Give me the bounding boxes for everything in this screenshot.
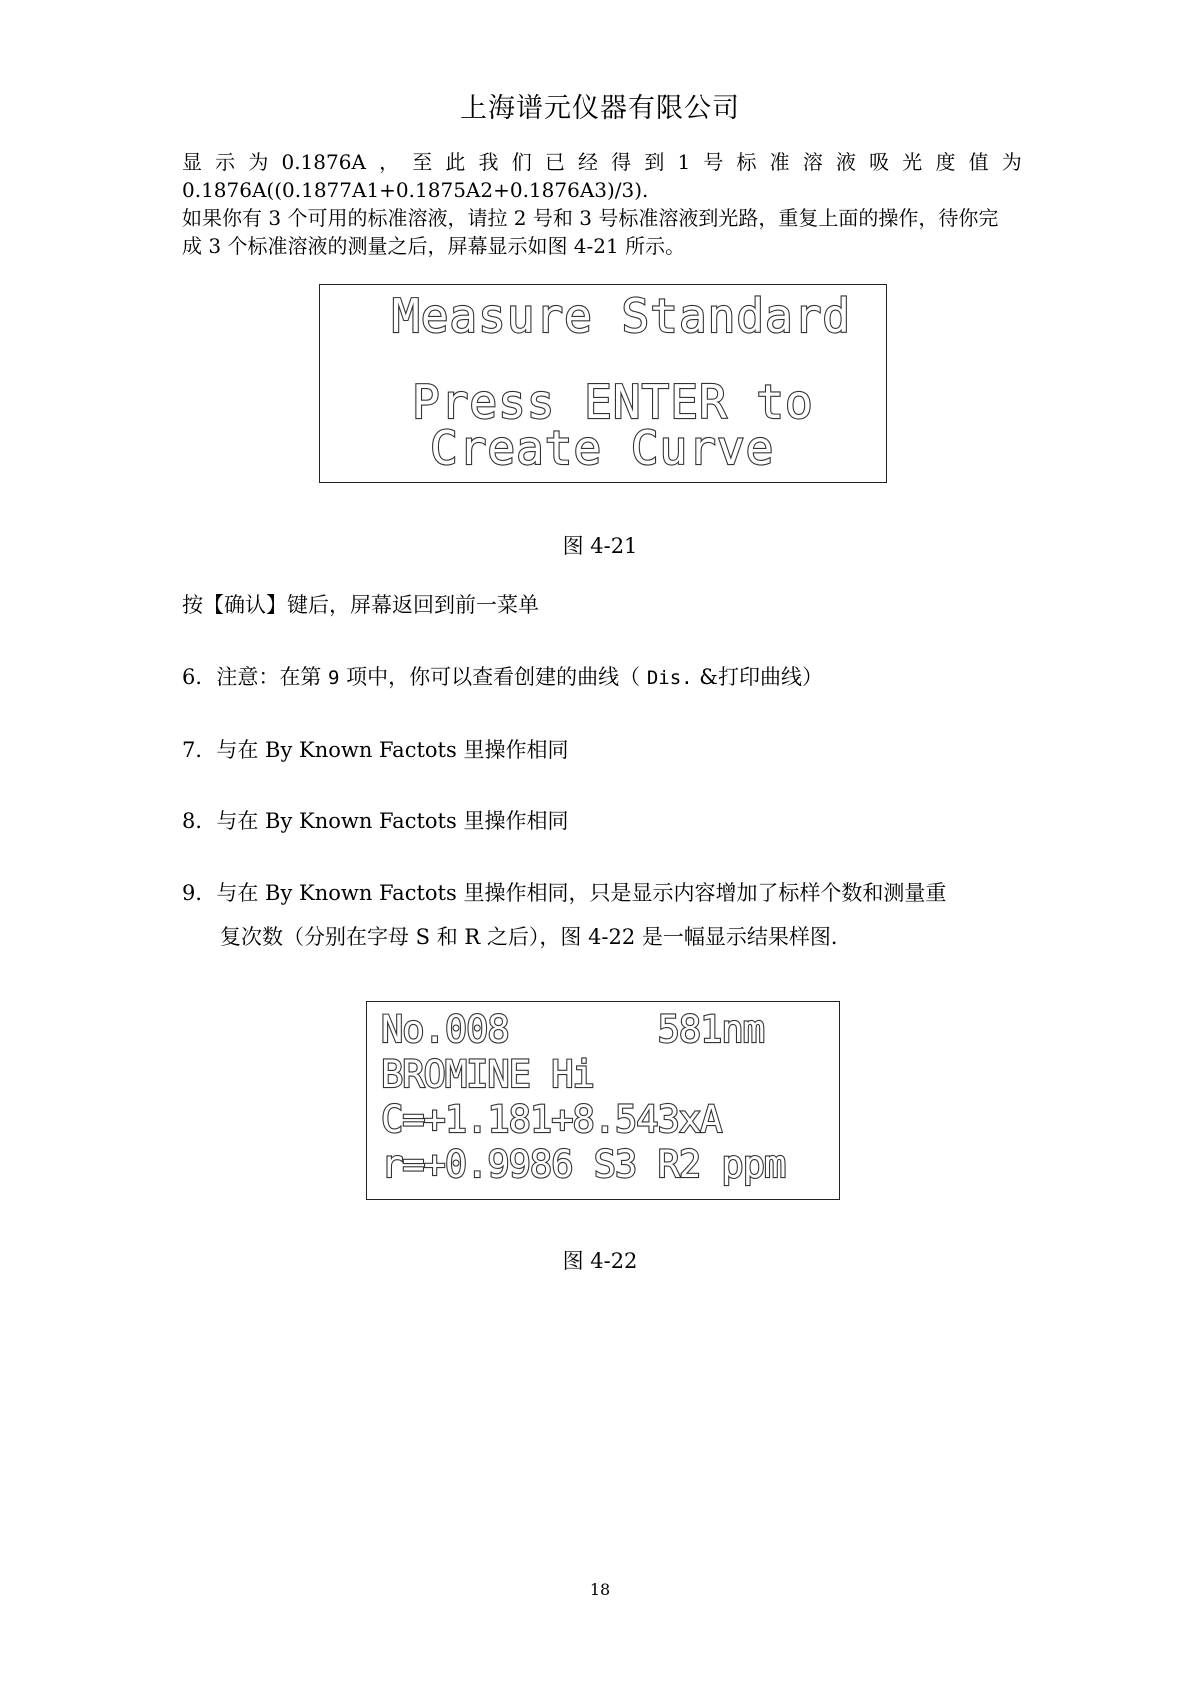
- intro-line-1-token: 们: [511, 150, 532, 174]
- step-6-mid: 项中，你可以查看创建的曲线（: [339, 665, 647, 689]
- intro-line-1-token: 度: [935, 150, 956, 174]
- step-8: 8．与在 By Known Factots 里操作相同: [182, 809, 569, 833]
- intro-line-1-token: 为: [1001, 150, 1022, 174]
- step-6-number: 9: [328, 667, 340, 689]
- step-6-code: Dis.: [646, 667, 693, 689]
- step-6-suffix: &打印曲线）: [692, 665, 823, 689]
- intro-line-1-token: 值: [968, 150, 989, 174]
- intro-line-1: [182, 148, 1022, 176]
- figure-caption-4-21: 图 4-21: [562, 534, 638, 558]
- step-6-prefix: 6．注意：在第: [182, 665, 329, 689]
- page-header-company: 上海谱元仪器有限公司: [460, 93, 740, 124]
- intro-line-1-token: 光: [902, 150, 923, 174]
- lcd-line-4: Create Curve: [430, 421, 775, 475]
- step-9-line-1: 9．与在 By Known Factots 里操作相同，只是显示内容增加了标样个数和测量重: [182, 881, 947, 905]
- intro-line-1-token: 示: [215, 150, 236, 174]
- intro-line-1-token: 溶: [802, 150, 823, 174]
- step-7: 7．与在 By Known Factots 里操作相同: [182, 738, 569, 762]
- intro-line-4: 成 3 个标准溶液的测量之后，屏幕显示如图 4-21 所示。: [182, 234, 686, 258]
- page-number: 18: [589, 1580, 611, 1599]
- intro-line-1-token: 号: [703, 150, 724, 174]
- intro-line-1-token: 此: [445, 150, 466, 174]
- intro-line-1-token: 0.1876A: [281, 150, 366, 174]
- intro-line-2: 0.1876A((0.1877A1+0.1875A2+0.1876A3)/3).: [182, 178, 649, 202]
- lcd-line-2: BROMINE Hi: [381, 1053, 594, 1096]
- intro-line-1-token: 已: [544, 150, 565, 174]
- step-9-line-2: 复次数（分别在字母 S 和 R 之后），图 4-22 是一幅显示结果样图．: [220, 925, 852, 949]
- lcd-line-1: No.008 581nm: [381, 1008, 764, 1051]
- intro-line-1-token: 标: [736, 150, 757, 174]
- intro-line-1-token: 为: [248, 150, 269, 174]
- intro-line-1-token: 准: [769, 150, 790, 174]
- intro-line-1-token: 我: [478, 150, 499, 174]
- intro-paragraph: [182, 148, 1022, 260]
- intro-line-1-token: 至: [412, 150, 433, 174]
- intro-line-1-token: 液: [835, 150, 856, 174]
- lcd-line-3: Press ENTER to: [412, 375, 814, 429]
- intro-line-3: 如果你有 3 个可用的标准溶液，请拉 2 号和 3 号标准溶液到光路，重复上面的操作，待你完: [182, 206, 999, 230]
- intro-line-1-token: 经: [578, 150, 598, 174]
- intro-line-1-token: 到: [644, 150, 665, 174]
- intro-line-1-token: 显: [182, 150, 202, 174]
- lcd-line-1: Measure Standard: [392, 289, 852, 343]
- lcd-screen-fig-4-22: [366, 1001, 840, 1200]
- caption-text: 图 4-22: [562, 1249, 638, 1273]
- intro-line-1-token: 吸: [869, 150, 890, 174]
- lcd-screen-fig-4-21: [319, 284, 887, 483]
- lcd-line-4: r=+0.9986 S3 R2 ppm: [381, 1143, 786, 1186]
- step-9: [182, 878, 1032, 952]
- step-6: [182, 662, 823, 693]
- intro-line-1-token: 得: [611, 150, 632, 174]
- intro-line-1-token: 1: [677, 150, 691, 174]
- lcd-line-3: C=+1.181+8.543xA: [381, 1098, 722, 1141]
- figure-caption-4-22: [0, 1245, 1200, 1275]
- intro-line-1-token: ，: [379, 150, 400, 174]
- after-figure-text: 按【确认】键后，屏幕返回到前一菜单: [182, 593, 539, 617]
